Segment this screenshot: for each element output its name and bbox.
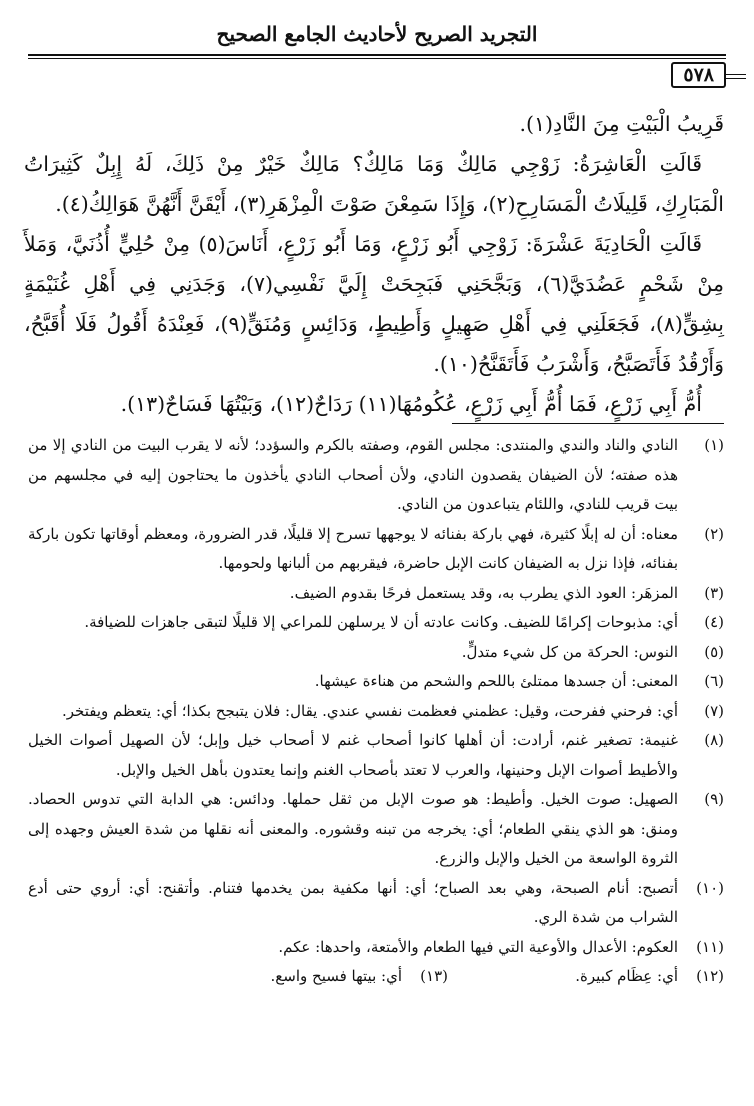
footnote-number: (١٣) [420, 967, 448, 985]
footnote-text: معناه: أن له إبلًا كثيرة، فهي باركة بفنائه لا يوجهها تسرح إلا قليلًا، قدر الضرورة، ومعظم أوقاتها تكون باركة بفنائه، فإذا نزل به الضيفان كانت الإبل حاضرة، فيقربهم من ألبانها ولحومها. [28, 524, 678, 572]
footnote-item [28, 785, 724, 874]
footnote-text: غنيمة: تصغير غنم، أرادت: أن أهلها كانوا أصحاب غنم لا أصحاب خيل وإبل؛ لأن الصهيل أصوات الخيل والأطيط أصوات الإبل وحنينها، والعرب لا تعتد بأصحاب الغنم وإنما يعتدون بأهل الخيل والإبل. [28, 731, 678, 779]
footnote-item [28, 638, 724, 668]
footnote-item [28, 697, 724, 727]
footnote-text: الصهيل: صوت الخيل. وأطيط: هو صوت الإبل من ثقل حملها. ودائس: هي الدابة التي تدوس الحصاد. ومنق: هو الذي ينقي الطعام؛ أي: يخرجه من تبنه وقشوره. والمعنى أنه نقلها من شدة العيش وجهده إلى الثروة الواسعة من الخيل والإبل والزرع. [28, 790, 678, 867]
footnote-number: (١٠) [696, 878, 724, 897]
footnote-text: النوس: الحركة من كل شيء متدلٍّ. [461, 642, 678, 661]
footnote-text: أتصبح: أنام الصبحة، وهي بعد الصباح؛ أي: أنها مكفية بمن يخدمها فتنام. وأتقنح: أي: أروي حتى أدع الشراب من شدة الري. [28, 878, 678, 926]
main-paragraph: قَالَتِ الْحَادِيَةَ عَشْرَةَ: زَوْجِي أَبُو زَرْعٍ، وَمَا أَبُو زَرْعٍ، أَنَاسَ(٥) مِنْ حُلِيٍّ أُذُنَيَّ، وَمَلأَ مِنْ شَحْمٍ عَضُدَيَّ(٦)، وَبَجَّحَنِي فَبَجِحَتْ إِلَيَّ نَفْسِي(٧)، وَجَدَنِي فِي أَهْلِ غُنَيْمَةٍ بِشِقٍّ(٨)، فَجَعَلَنِي فِي أَهْلِ صَهِيلٍ وَأَطِيطٍ، وَدَائِسٍ وَمُنَقٍّ(٩)، فَعِنْدَهُ أَقُولُ فَلَا أُقَبَّحُ، وَأَرْقُدُ فَأَتَصَبَّحُ، وَأَشْرَبُ فَأَتَقَنَّحُ(١٠). [24, 232, 724, 376]
footnote-item [28, 933, 724, 963]
footnote-number: (٥) [704, 642, 724, 661]
footnote-text: أي: مذبوحات إكرامًا للضيف. وكانت عادته أن لا يرسلهن للمراعي إلا قليلًا لتبقى جاهزات للضيافة. [84, 613, 678, 631]
page-number: ٥٧٨ [671, 62, 726, 88]
page-number-left-bar [726, 74, 746, 79]
footnote-item [28, 579, 724, 609]
footnote-number: (١٢) [696, 967, 724, 985]
page-number-ornament [596, 62, 726, 88]
footnote-number: (٢) [704, 524, 724, 543]
main-paragraph: قَالَتِ الْعَاشِرَةُ: زَوْجِي مَالِكٌ وَمَا مَالِكٌ؟ مَالِكٌ خَيْرٌ مِنْ ذَلِكَ، لَهُ إِبِلٌ كَثِيرَاتُ الْمَبَارِكِ، قَلِيلَاتُ الْمَسَارِحِ(٢)، وَإِذَا سَمِعْنَ صَوْتَ الْمِزْهَرِ(٣)، أَيْقَنَّ أَنَّهُنَّ هَوَالِكُ(٤). [24, 152, 724, 216]
footnotes [28, 431, 724, 992]
main-paragraph: قَرِيبُ الْبَيْتِ مِنَ النَّادِ(١). [519, 112, 724, 136]
main-paragraph: أُمُّ أَبِي زَرْعٍ، فَمَا أُمُّ أَبِي زَرْعٍ، عُكُومُهَا(١١) رَدَاحٌ(١٢)، وَبَيْتُهَا فَسَاحٌ(١٣). [120, 392, 702, 416]
footnote-number: (٩) [704, 790, 724, 808]
footnote-item [28, 520, 724, 579]
footnote-item [28, 667, 724, 697]
footnote-text: أي: عِظَام كبيرة. [575, 967, 678, 985]
footnote-item [28, 431, 724, 520]
footnote-text: العكوم: الأعدال والأوعية التي فيها الطعام والأمتعة، واحدها: عكم. [278, 937, 678, 956]
footnote-number: (٦) [704, 672, 724, 690]
footnote-text: أي: بيتها فسيح واسع. [270, 967, 402, 985]
footnote-last-row [28, 962, 724, 992]
footnote-number: (١) [704, 436, 724, 454]
footnote-number: (٣) [704, 583, 724, 602]
footnote-item [28, 726, 724, 785]
footnote-text: المزهَر: العود الذي يطرب به، وقد يستعمل فرحًا بقدوم الضيف. [289, 583, 678, 602]
footnote-text: المعنى: أن جسدها ممتلئ باللحم والشحم من هناءة عيشها. [314, 672, 678, 690]
footnote-number: (٤) [704, 613, 724, 631]
footnote-number: (٧) [704, 701, 724, 720]
footnote-text: النادي والناد والندي والمنتدى: مجلس القوم، وصفته بالكرم والسؤدد؛ لأنه لا يقرب البيت من النادي إلا من هذه صفته؛ لأن الضيفان يقصدون النادي، ولأن أصحاب النادي يأخذون ما يحتاجون إليه في مجلسهم من بيت قريب للنادي، واللئام يتباعدون من النادي. [28, 436, 678, 513]
header-rule [28, 54, 726, 56]
header-rule-thin [28, 58, 726, 59]
footnote-divider [452, 423, 724, 424]
footnote-number: (١١) [696, 937, 724, 956]
footnote-item [28, 608, 724, 638]
footnote-number: (٨) [704, 731, 724, 749]
main-text [24, 104, 724, 424]
footnote-item [28, 874, 724, 933]
running-title: التجريد الصريح لأحاديث الجامع الصحيح [216, 22, 538, 46]
footnote-text: أي: فرحني ففرحت، وقيل: عظمني فعظمت نفسي عندي. يقال: فلان يتبجح بكذا؛ أي: يتعظم ويفتخر. [62, 701, 678, 720]
